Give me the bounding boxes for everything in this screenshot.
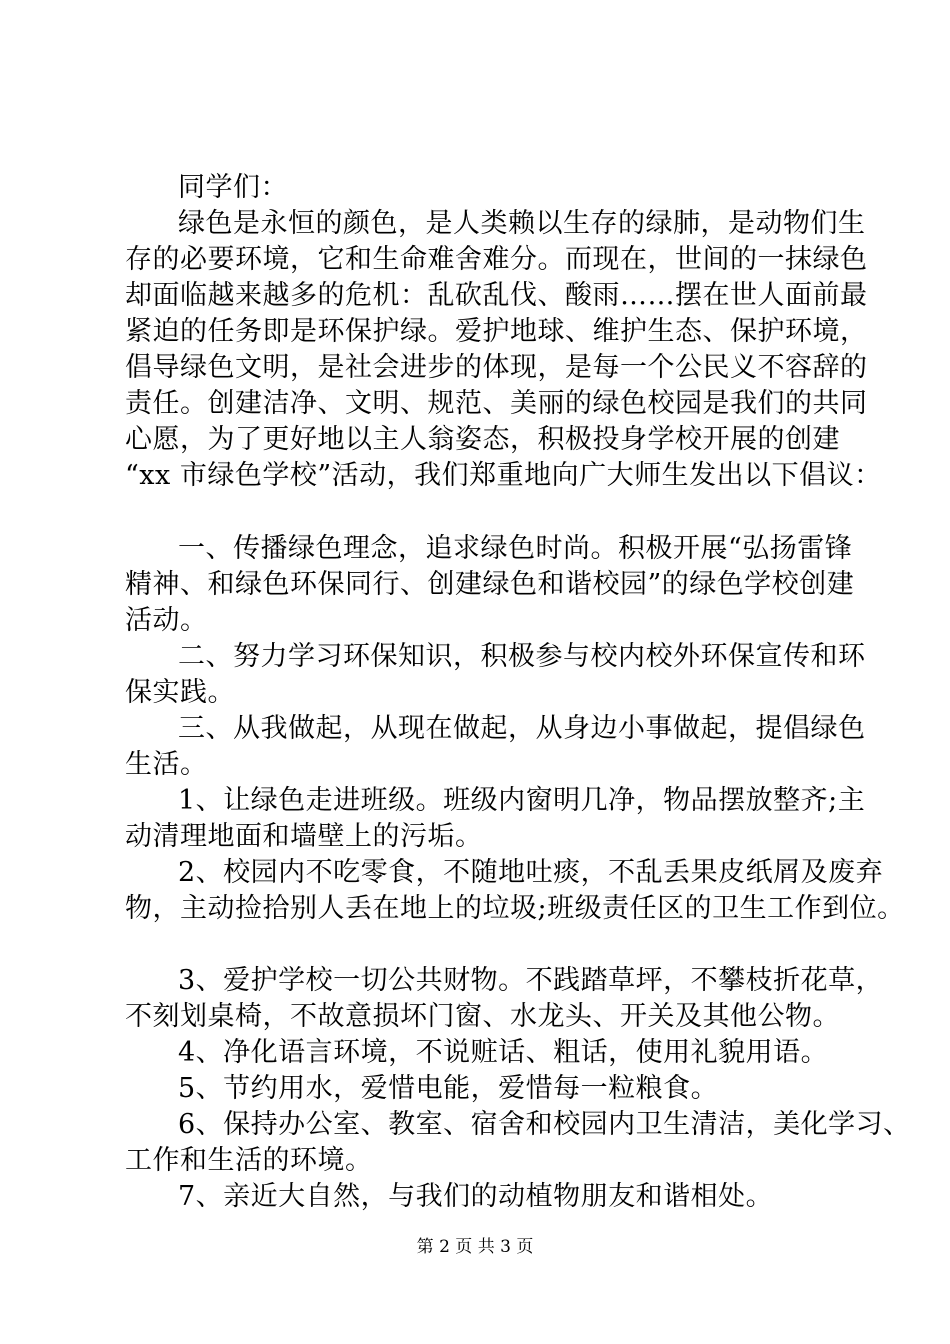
page-number-footer: 第 2 页 共 3 页 [416, 1237, 534, 1257]
text-line: 倡导绿色文明，是社会进步的体现，是每一个公民义不容辞的 [125, 352, 868, 383]
text-line: 同学们： [178, 172, 288, 203]
text-line: 2、校园内不吃零食，不随地吐痰，不乱丢果皮纸屑及废弃 [178, 857, 884, 888]
text-line: 保实践。 [125, 677, 235, 708]
text-line: 3、爱护学校一切公共财物。不践踏草坪，不攀枝折花草， [178, 965, 884, 996]
text-line: 5、节约用水，爱惜电能，爱惜每一粒粮食。 [178, 1073, 719, 1104]
text-line: 责任。创建洁净、文明、规范、美丽的绿色校园是我们的共同 [125, 388, 868, 419]
text-line: “xx 市绿色学校”活动，我们郑重地向广大师生发出以下倡议： [125, 460, 882, 491]
text-line: 精神、和绿色环保同行、创建绿色和谐校园”的绿色学校创建 [125, 569, 855, 600]
text-line: 工作和生活的环境。 [125, 1145, 373, 1176]
text-line: 绿色是永恒的颜色，是人类赖以生存的绿肺，是动物们生 [178, 208, 866, 239]
text-line: 心愿，为了更好地以主人翁姿态，积极投身学校开展的创建 [125, 424, 840, 455]
text-line: 生活。 [125, 749, 208, 780]
text-line: 存的必要环境，它和生命难舍难分。而现在，世间的一抹绿色 [125, 244, 868, 275]
text-line: 却面临越来越多的危机：乱砍乱伐、酸雨……摆在世人面前最 [125, 280, 868, 311]
text-line: 7、亲近大自然，与我们的动植物朋友和谐相处。 [178, 1181, 774, 1212]
text-line: 动清理地面和墙壁上的污垢。 [125, 821, 483, 852]
text-line: 一、传播绿色理念，追求绿色时尚。积极开展“弘扬雷锋 [178, 533, 853, 564]
text-line: 4、净化语言环境，不说赃话、粗话，使用礼貌用语。 [178, 1037, 829, 1068]
text-line: 不刻划桌椅，不故意损坏门窗、水龙头、开关及其他公物。 [125, 1001, 840, 1032]
text-line: 1、让绿色走进班级。班级内窗明几净，物品摆放整齐;主 [178, 785, 866, 816]
text-line: 活动。 [125, 605, 208, 636]
text-line: 6、保持办公室、教室、宿舍和校园内卫生清洁，美化学习、 [178, 1109, 911, 1140]
text-line: 二、努力学习环保知识，积极参与校内校外环保宣传和环 [178, 641, 866, 672]
text-line: 三、从我做起，从现在做起，从身边小事做起，提倡绿色 [178, 713, 866, 744]
text-line: 物，主动捡拾别人丢在地上的垃圾;班级责任区的卫生工作到位。 [125, 893, 905, 924]
text-line: 紧迫的任务即是环保护绿。爱护地球、维护生态、保护环境， [125, 316, 868, 347]
